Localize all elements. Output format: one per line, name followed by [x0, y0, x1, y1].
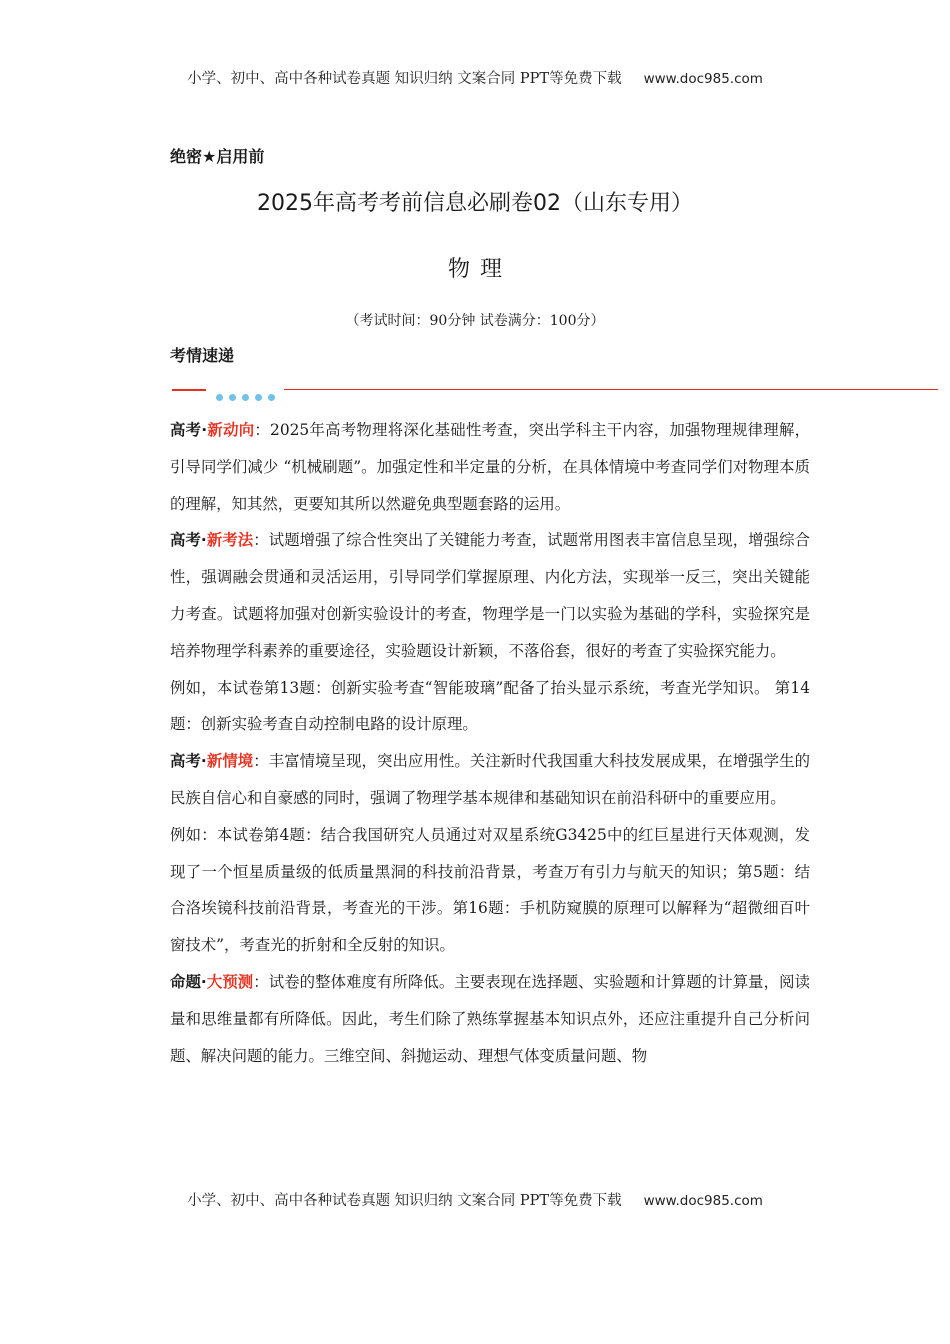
divider-short-line: [172, 389, 206, 391]
page-header: [0, 69, 950, 89]
paragraph-label: 高考·: [170, 421, 208, 439]
paragraph: [170, 670, 810, 744]
paragraph: [170, 412, 810, 522]
divider-dot: [229, 394, 236, 401]
divider-dots: [216, 386, 281, 405]
paragraph-text: 丰富情境呈现，突出应用性。关注新时代我国重大科技发展成果，在增强学生的民族自信心和自豪感的同时，强调了物理学基本规律和基础知识在前沿科研中的重要应用。: [170, 752, 810, 807]
paragraph-label: 命题·: [170, 972, 207, 991]
paragraph: [170, 522, 810, 669]
footer-text: 小学、初中、高中各种试卷真题 知识归纳 文案合同 PPT等免费下载: [187, 1193, 622, 1209]
paragraph-label: 高考·: [170, 531, 207, 550]
content-body: [170, 412, 810, 1074]
divider-long-line: [284, 389, 938, 390]
paragraph-text: 2025年高考物理将深化基础性考查，突出学科主干内容，加强物理规律理解，引导同学们减少 “机械刷题”。加强定性和半定量的分析，在具体情境中考查同学们对物理本质的理解，知其然，更要知其所以然避免典型题套路的运用。: [170, 421, 810, 513]
header-site-link[interactable]: www.doc985.com: [643, 71, 763, 87]
page-footer: [0, 1191, 950, 1211]
divider-dot: [242, 394, 249, 401]
paragraph-highlight: 新动向: [207, 421, 255, 439]
paragraph-sep: ：: [254, 421, 271, 439]
paragraph-text: 试卷的整体难度有所降低。主要表现在选择题、实验题和计算题的计算量，阅读量和思维量都有所降低。因此，考生们除了熟练掌握基本知识点外，还应注重提升自己分析问题、解决问题的能力。三维空间、斜抛运动、理想气体变质量问题、物: [170, 972, 810, 1065]
footer-site-link[interactable]: www.doc985.com: [643, 1193, 763, 1209]
divider-dot: [216, 394, 223, 401]
paragraph-sep: ：: [253, 972, 269, 991]
paragraph-sep: ：: [253, 752, 269, 771]
paragraph-label: 高考·: [170, 752, 207, 771]
paragraph-sep: ：: [253, 531, 269, 550]
paragraph: [170, 817, 810, 964]
paragraph: [170, 964, 810, 1074]
paragraph-text: 例如，本试卷第13题：创新实验考查“智能玻璃”配备了抬头显示系统，考查光学知识。 第14题：创新实验考查自动控制电路的设计原理。: [170, 678, 810, 734]
paragraph-highlight: 新情境: [206, 752, 254, 771]
exam-info: （考试时间：90分钟 试卷满分：100分）: [345, 313, 605, 329]
paragraph: [170, 743, 810, 817]
header-text: 小学、初中、高中各种试卷真题 知识归纳 文案合同 PPT等免费下载: [187, 71, 622, 87]
page-title: 2025年高考考前信息必刷卷02（山东专用）: [257, 191, 693, 216]
section-heading: 考情速递: [170, 346, 235, 365]
subject-title: 物理: [447, 257, 512, 282]
paragraph-highlight: 大预测: [206, 972, 254, 991]
paragraph-text: 试题增强了综合性突出了关键能力考查，试题常用图表丰富信息呈现，增强综合性，强调融会贯通和灵活运用，引导同学们掌握原理、内化方法，实现举一反三，突出关键能力考查。试题将加强对创新实验设计的考查，物理学是一门以实验为基础的学科，实验探究是培养物理学科素养的重要途径，实验题设计新颖，不落俗套，很好的考查了实验探究能力。: [170, 531, 810, 660]
paragraph-highlight: 新考法: [206, 531, 254, 550]
paragraph-text: 例如：本试卷第4题：结合我国研究人员通过对双星系统G3425中的红巨星进行天体观测，发现了一个恒星质量级的低质量黑洞的科技前沿背景，考查万有引力与航天的知识；第5题：结合洛埃镜科技前沿背景，考查光的干涉。第16题：手机防窥膜的原理可以解释为“超微细百叶窗技术”，考查光的折射和全反射的知识。: [170, 825, 810, 955]
section-divider: [172, 384, 938, 396]
secret-label: 绝密★启用前: [170, 147, 265, 166]
divider-dot: [268, 394, 275, 401]
divider-dot: [255, 394, 262, 401]
